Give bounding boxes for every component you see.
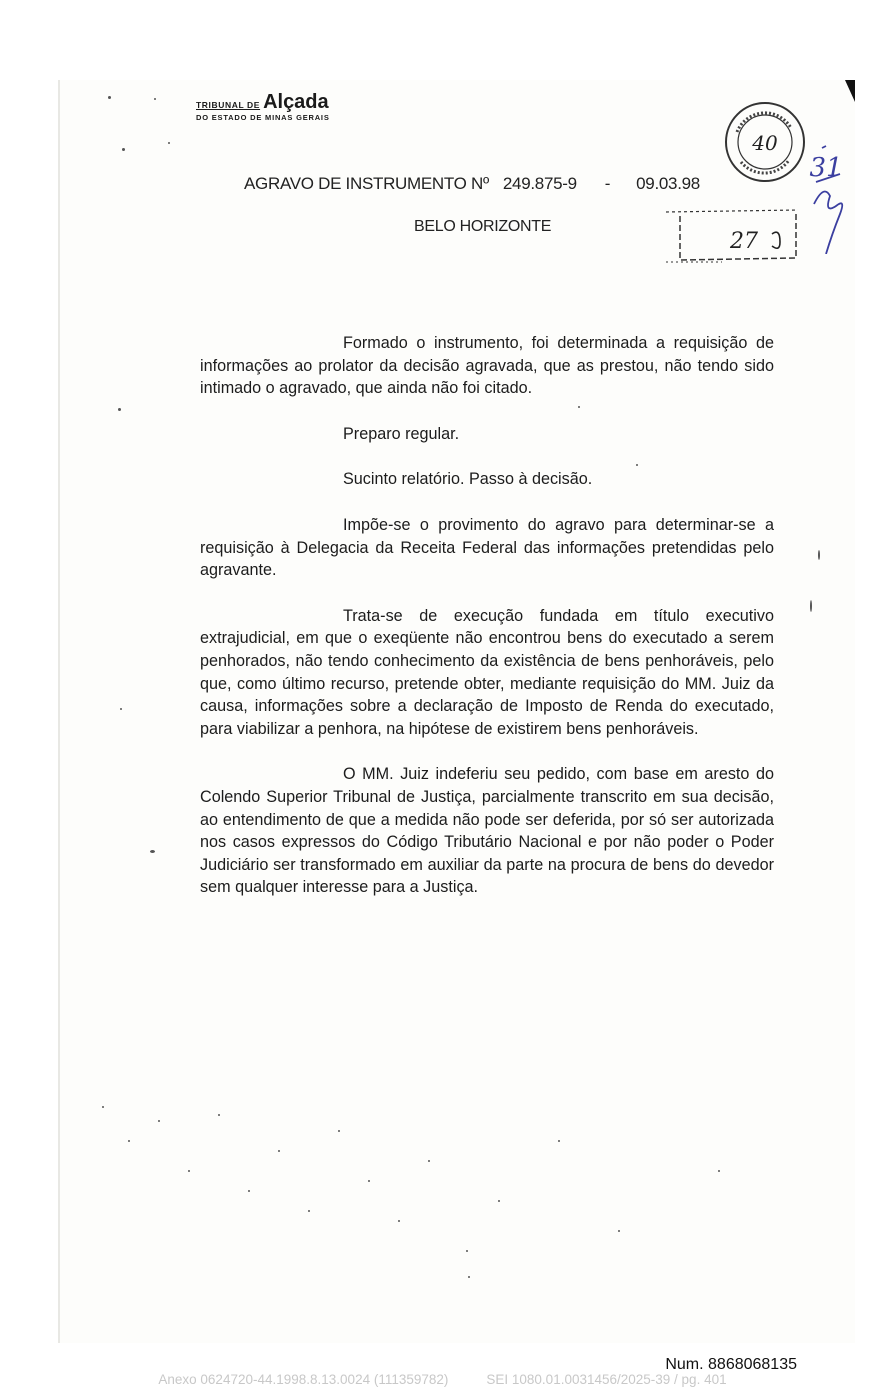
scan-speck (128, 1140, 130, 1142)
letterhead-estado: DO ESTADO DE MINAS GERAIS (196, 113, 330, 122)
scan-speck (168, 142, 170, 144)
page-edge (58, 80, 60, 1343)
scan-speck (718, 1170, 720, 1172)
scan-speck (188, 1170, 190, 1172)
scan-speck (278, 1150, 280, 1152)
scan-speck (150, 850, 155, 853)
scan-speck (558, 1140, 560, 1142)
scan-speck (158, 1120, 160, 1122)
scan-speck (218, 1114, 220, 1116)
paragraph: Preparo regular. (343, 424, 460, 443)
case-dash: - (604, 174, 611, 193)
scan-speck (810, 600, 812, 612)
court-letterhead (196, 92, 330, 122)
scan-speck (466, 1250, 468, 1252)
scan-speck (308, 1210, 310, 1212)
decision-body (200, 332, 774, 899)
scan-speck (398, 1220, 400, 1222)
scan-speck (102, 1106, 104, 1108)
court-seal-stamp (723, 100, 807, 184)
case-city: BELO HORIZONTE (414, 218, 552, 235)
annex-footer (0, 1372, 885, 1387)
scan-speck (368, 1180, 370, 1182)
scan-speck (618, 1230, 620, 1232)
scan-speck (118, 408, 121, 411)
annex-reference: Anexo 0624720-44.1998.8.13.0024 (111359782) (158, 1372, 449, 1387)
scan-speck (636, 464, 638, 466)
case-date: 09.03.98 (636, 174, 700, 193)
scan-speck (120, 708, 122, 710)
paragraph: Impõe-se o provimento do agravo para determinar-se a requisição à Delegacia da Receita Federal das informações pretendidas pelo agravante. (200, 515, 774, 580)
scan-speck (578, 406, 580, 408)
paragraph: Trata-se de execução fundada em título executivo extrajudicial, em que o exeqüente não encontrou bens do executado a serem penhorados, não tendo conhecimento da existência de bens penhoráveis, pelo que, como último recurso, pretende obter, mediante requisição do MM. Juiz da causa, informações sobre a declaração de Imposto de Renda do executado, para viabilizar a penhora, na hipótese de existirem bens penhoráveis. (200, 606, 774, 738)
document-number: Num. 8868068135 (665, 1356, 797, 1373)
paragraph: Sucinto relatório. Passo à decisão. (343, 470, 593, 489)
scan-speck (468, 1276, 470, 1278)
scan-speck (818, 550, 820, 560)
scan-speck (154, 98, 156, 100)
stamp-number: 27 (730, 229, 758, 254)
paragraph: O MM. Juiz indeferiu seu pedido, com base em aresto do Colendo Superior Tribunal de Justiça, parcialmente transcrito em sua decisão, ao entendimento de que a medida não pode ser deferida, por só ser autorizada nos casos expressos do Código Tributário Nacional e por não poder o Poder Judiciário ser transformado em auxiliar da parte na procura de bens do devedor sem qualquer interesse para a Justiça. (200, 765, 774, 897)
signature-scribble (806, 144, 850, 254)
case-number: 249.875-9 (502, 174, 577, 193)
scan-speck (428, 1160, 430, 1162)
letterhead-tribunal-de: TRIBUNAL DE (196, 100, 261, 110)
scan-speck (108, 96, 111, 99)
paragraph: Formado o instrumento, foi determinada a requisição de informações ao prolator da decisão agravada, que as prestou, não tendo sido intimado o agravado, que ainda não foi citado. (200, 334, 774, 398)
letterhead-alcada: Alçada (263, 91, 329, 113)
scan-noise (98, 1100, 798, 1300)
page-number-stamp (662, 204, 802, 266)
case-header (244, 174, 764, 194)
scan-speck (248, 1190, 250, 1192)
case-title: AGRAVO DE INSTRUMENTO Nº (244, 174, 489, 193)
scan-speck (338, 1130, 340, 1132)
signature-page-number: 31 (809, 153, 843, 183)
scan-speck (498, 1200, 500, 1202)
sei-reference: SEI 1080.01.0031456/2025-39 / pg. 401 (486, 1372, 727, 1387)
scanned-page (58, 80, 855, 1343)
scan-speck (122, 148, 125, 151)
scan-corner-mark (845, 80, 855, 102)
seal-number: 40 (752, 131, 778, 155)
